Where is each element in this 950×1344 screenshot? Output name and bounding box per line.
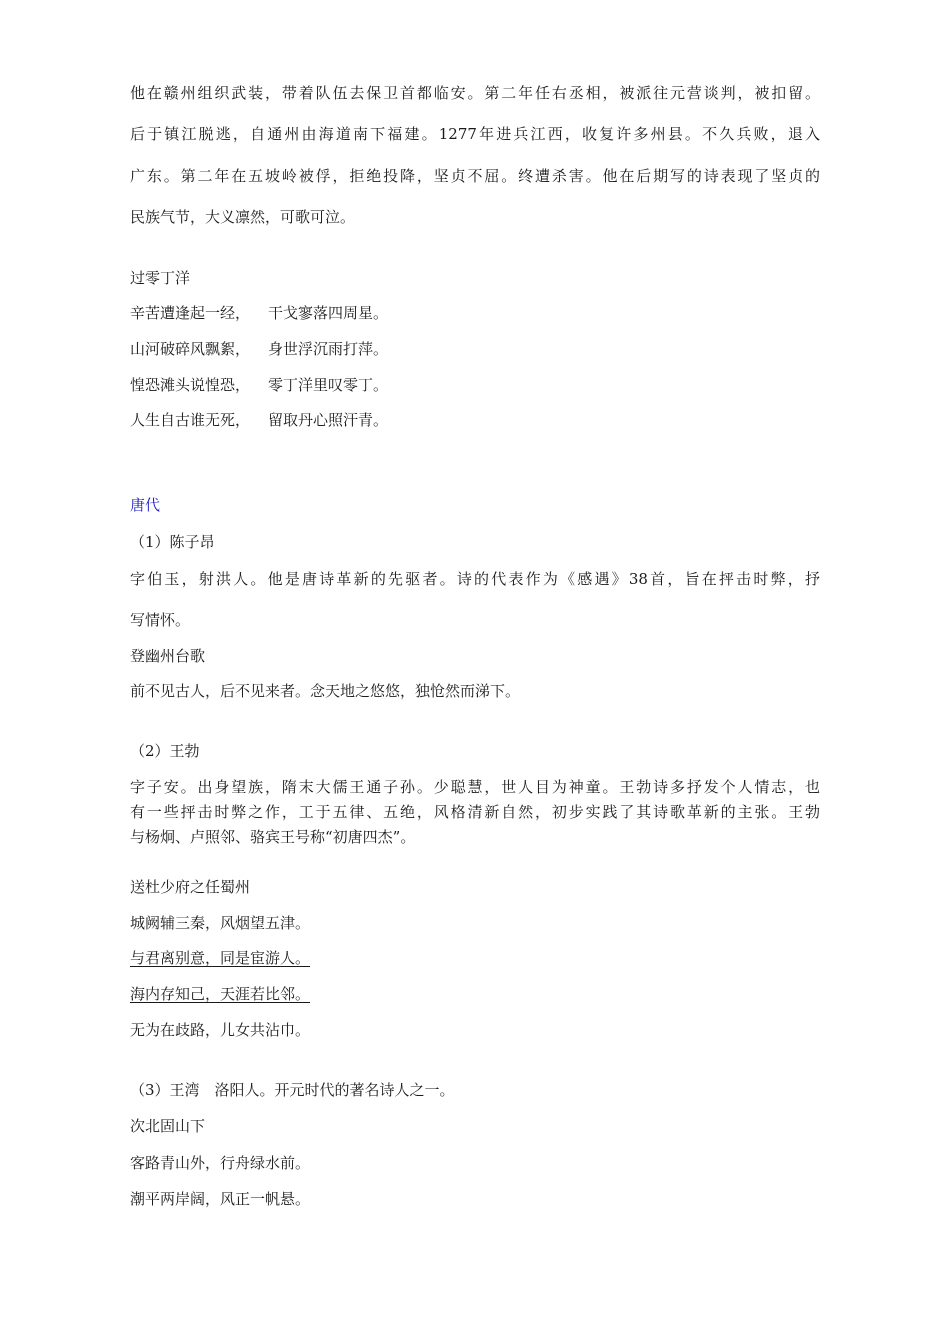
section-heading: 唐代 — [130, 496, 161, 514]
intro-line-2: 后于镇江脱逃，自通州由海道南下福建。1277年进兵江西，收复许多州县。不久兵败，退入 — [130, 125, 820, 143]
poet-bio-line: 与杨炯、卢照邻、骆宾王号称“初唐四杰”。 — [130, 828, 416, 846]
poet-bio-line: 有一些抨击时弊之作，工于五律、五绝，风格清新自然，初步实践了其诗歌革新的主张。王勃 — [130, 803, 820, 821]
poem-title: 登幽州台歌 — [130, 647, 206, 665]
poem-line-underlined: 与君离别意，同是宦游人。 — [130, 949, 311, 967]
poem-line: 无为在歧路，儿女共沾巾。 — [130, 1021, 311, 1039]
poem-line: 潮平两岸阔，风正一帆悬。 — [130, 1190, 311, 1208]
poem-line: 客路青山外，行舟绿水前。 — [130, 1154, 311, 1172]
poet-bio-line: 写情怀。 — [130, 611, 191, 629]
poem-line: 山河破碎风飘絮， 身世浮沉雨打萍。 — [130, 340, 389, 358]
poem-line: 前不见古人，后不见来者。念天地之悠悠，独怆然而涕下。 — [130, 682, 521, 700]
poem-title: 次北固山下 — [130, 1117, 206, 1135]
poem-title: 送杜少府之任蜀州 — [130, 878, 251, 896]
intro-line-1: 他在赣州组织武装，带着队伍去保卫首都临安。第二年任右丞相，被派往元营谈判，被扣留。 — [130, 84, 820, 102]
poem-title: 过零丁洋 — [130, 269, 191, 287]
intro-line-4: 民族气节，大义凛然，可歌可泣。 — [130, 208, 356, 226]
poet-bio-line: 字子安。出身望族，隋末大儒王通子孙。少聪慧，世人目为神童。王勃诗多抒发个人情志，也 — [130, 778, 820, 796]
intro-line-3: 广东。第二年在五坡岭被俘，拒绝投降，坚贞不屈。终遭杀害。他在后期写的诗表现了坚贞的 — [130, 167, 820, 185]
poet-bio-line: 字伯玉，射洪人。他是唐诗革新的先驱者。诗的代表作为《感遇》38首，旨在抨击时弊，抒 — [130, 570, 820, 588]
poet-heading: （2）王勃 — [130, 742, 200, 760]
poem-line-underlined: 海内存知己，天涯若比邻。 — [130, 985, 311, 1003]
poem-line: 辛苦遭逢起一经， 干戈寥落四周星。 — [130, 304, 389, 322]
poet-heading: （3）王湾 洛阳人。开元时代的著名诗人之一。 — [130, 1081, 455, 1099]
poem-line: 人生自古谁无死， 留取丹心照汗青。 — [130, 411, 389, 429]
poet-heading: （1）陈子昂 — [130, 533, 215, 551]
poem-line: 城阙辅三秦，风烟望五津。 — [130, 914, 311, 932]
poem-line: 惶恐滩头说惶恐， 零丁洋里叹零丁。 — [130, 376, 389, 394]
